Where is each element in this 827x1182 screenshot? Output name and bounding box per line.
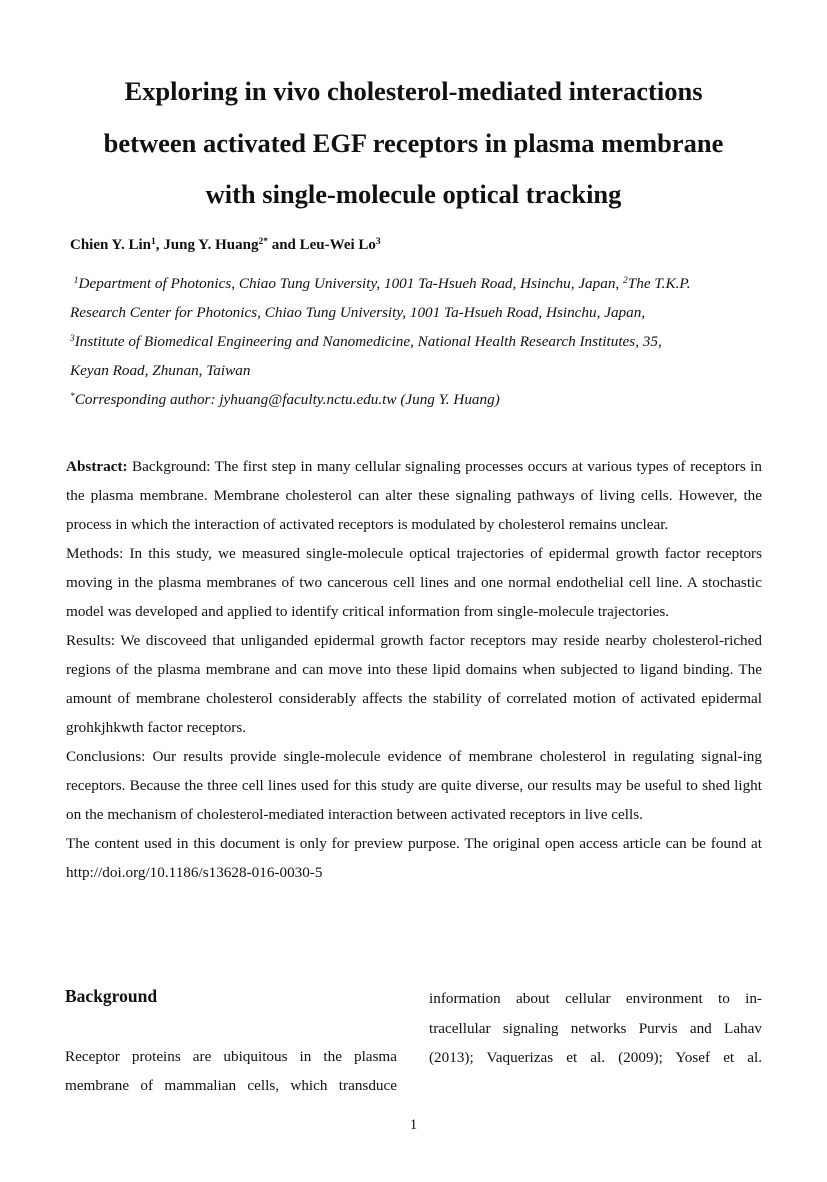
abstract-background	[66, 452, 762, 539]
author-name: Chien Y. Lin	[70, 237, 152, 253]
body-line: membrane of mammalian cells, which transduce	[65, 1077, 397, 1094]
body-line: (2013); Vaquerizas et al. (2009); Yosef et al.	[429, 1049, 762, 1066]
abstract	[66, 452, 762, 887]
affiliation-mark: 3	[70, 333, 75, 344]
abstract-methods: Methods: In this study, we measured single-molecule optical trajectories of epidermal growth factor receptors moving in the plasma membranes of two cancerous cell lines and one normal endothelial cell line. A stochastic model was developed and applied to identify critical information from single-molecule trajectories.	[66, 545, 762, 620]
preview-notice: The content used in this document is only for preview purpose. The original open access article can be found at http://doi.org/10.1186/s13628-016-0030-5	[66, 835, 762, 881]
affiliation-line	[70, 327, 770, 356]
affiliation-text: Department of Photonics, Chiao Tung University, 1001 Ta-Hsueh Road, Hsinchu, Japan,	[78, 275, 624, 292]
title-line-2: between activated EGF receptors in plasma membrane	[103, 127, 724, 158]
abstract-results: Results: We discoveed that unliganded epidermal growth factor receptors may reside nearby cholesterol-riched regions of the plasma membrane and can move into these lipid domains when subjected to ligand binding. The amount of membrane cholesterol considerably affects the stability of correlated motion of activated epidermal grohkjhkwth factor receptors.	[66, 632, 762, 736]
author-separator: ,	[155, 237, 164, 253]
affiliation-line: Keyan Road, Zhunan, Taiwan	[70, 362, 251, 379]
body-line: information about cellular environment to in-	[429, 990, 762, 1007]
affiliation-text: Institute of Biomedical Engineering and Nanomedicine, National Health Research Institutes, 35,	[74, 333, 662, 350]
abstract-background-text: Background: The first step in many cellular signaling processes occurs at various types of receptors in the plasma membrane. Membrane cholesterol can alter these signaling pathways of living cells. However, the process in which the interaction of activated receptors is modulated by cholesterol remains unclear.	[66, 458, 762, 533]
author-affiliation-mark: 1	[151, 236, 156, 247]
body-line: Receptor proteins are ubiquitous in the plasma	[65, 1048, 397, 1065]
corresponding-mark: *	[70, 391, 75, 402]
body-left-column	[65, 1042, 397, 1100]
paper-title	[60, 66, 767, 221]
title-line-1: Exploring in vivo cholesterol-mediated interactions	[124, 76, 703, 106]
author-list	[70, 237, 381, 254]
corresponding-author	[70, 385, 770, 414]
abstract-label: Abstract:	[66, 458, 128, 475]
author-affiliation-mark: 3	[375, 236, 381, 247]
affiliation-mark: 1	[73, 275, 79, 286]
section-heading-background: Background	[65, 986, 158, 1006]
abstract-conclusions: Conclusions: Our results provide single-molecule evidence of membrane cholesterol in regulating signal-ing receptors. Because the three cell lines used for this study are quite diverse, our results may be useful to shed light on the mechanism of cholesterol-mediated interaction between activated receptors in live cells.	[66, 748, 762, 823]
body-line: tracellular signaling networks Purvis and Lahav	[429, 1019, 762, 1037]
author-name: Leu-Wei Lo	[299, 237, 376, 253]
author-separator: and	[267, 237, 300, 253]
affiliation-line	[70, 269, 770, 298]
affiliation-line: Research Center for Photonics, Chiao Tung University, 1001 Ta-Hsueh Road, Hsinchu, Japan,	[70, 304, 646, 321]
page-number: 1	[409, 1117, 418, 1133]
corresponding-author-text: Corresponding author: jyhuang@faculty.nctu.edu.tw (Jung Y. Huang)	[74, 391, 500, 408]
title-line-3: with single-molecule optical tracking	[205, 179, 622, 209]
author-affiliation-mark: 2*	[258, 236, 268, 247]
body-right-column	[429, 984, 762, 1073]
author-name: Jung Y. Huang	[163, 237, 259, 253]
affiliations	[70, 269, 770, 414]
affiliation-mark: 2	[623, 275, 628, 286]
affiliation-text: The T.K.P.	[627, 275, 691, 292]
